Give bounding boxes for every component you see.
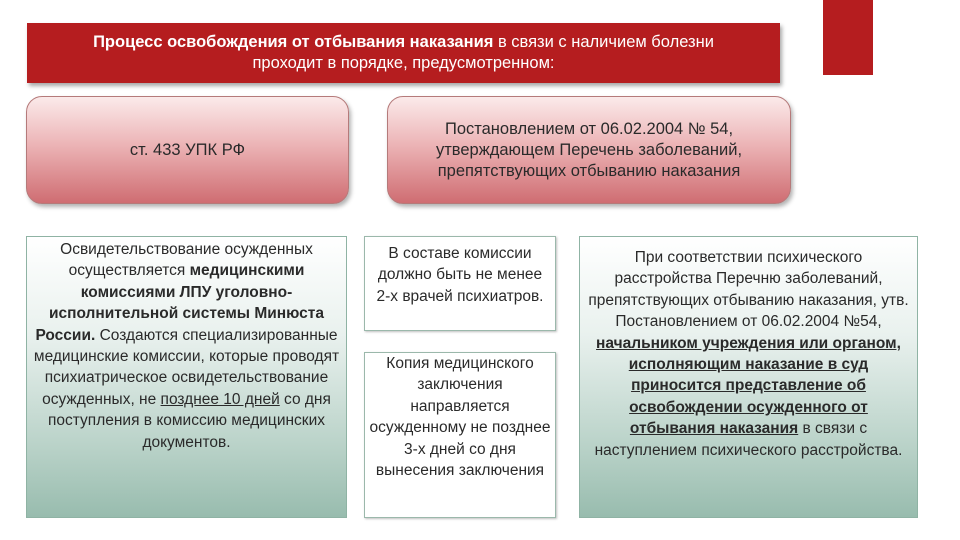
title-rest: в связи с наличием болезни [493, 33, 714, 51]
title-line-1 [93, 32, 714, 53]
examination-text-2: Создаются специализированные медицинские комиссии, которые проводят психиатрическое освидетельствование осужденных, не [33, 326, 340, 408]
title-banner [27, 23, 780, 83]
examination-text-3: со дня поступления в комиссию медицинских документов. [48, 390, 331, 451]
examination-panel [26, 236, 347, 518]
examination-deadline: позднее 10 дней [160, 390, 280, 408]
representation-bold: начальником учреждения или органом, исполняющим наказание в суд приносится представление об освобождении осужденного от отбывания наказания [596, 334, 901, 438]
basis-box-resolution [387, 96, 791, 204]
representation-text-2: в связи с наступлением психического расстройства. [594, 420, 903, 459]
title-bold: Процесс освобождения от отбывания наказания [93, 33, 494, 51]
examination-text-1: Освидетельствование осужденных осуществляется [60, 241, 313, 280]
commission-composition-text: В составе комиссии должно быть не менее 2-х врачей психиатров. [376, 245, 544, 305]
basis-box-upk [26, 96, 349, 204]
commission-composition-box [364, 236, 556, 331]
basis-resolution-text: Постановлением от 06.02.2004 № 54, утверждающем Перечень заболеваний, препятствующих отбыванию наказания [435, 119, 743, 180]
conclusion-copy-box [364, 352, 556, 518]
conclusion-copy-text: Копия медицинского заключения направляется осужденному не позднее 3-х дней со дня вынесения заключения [369, 355, 551, 480]
corner-accent-bar [823, 0, 873, 75]
representation-panel [579, 236, 918, 518]
title-line-2: проходит в порядке, предусмотренном: [252, 54, 555, 72]
examination-bold: медицинскими комиссиями ЛПУ уголовно-исполнительной системы Минюста России [35, 262, 325, 344]
examination-bold-end: . [90, 326, 96, 344]
basis-upk-text: ст. 433 УПК РФ [129, 140, 246, 159]
representation-text-1: При соответствии психического расстройства Перечню заболеваний, препятствующих отбыванию наказания, утв. Постановлением от 06.02.2004 №54, [588, 249, 909, 331]
